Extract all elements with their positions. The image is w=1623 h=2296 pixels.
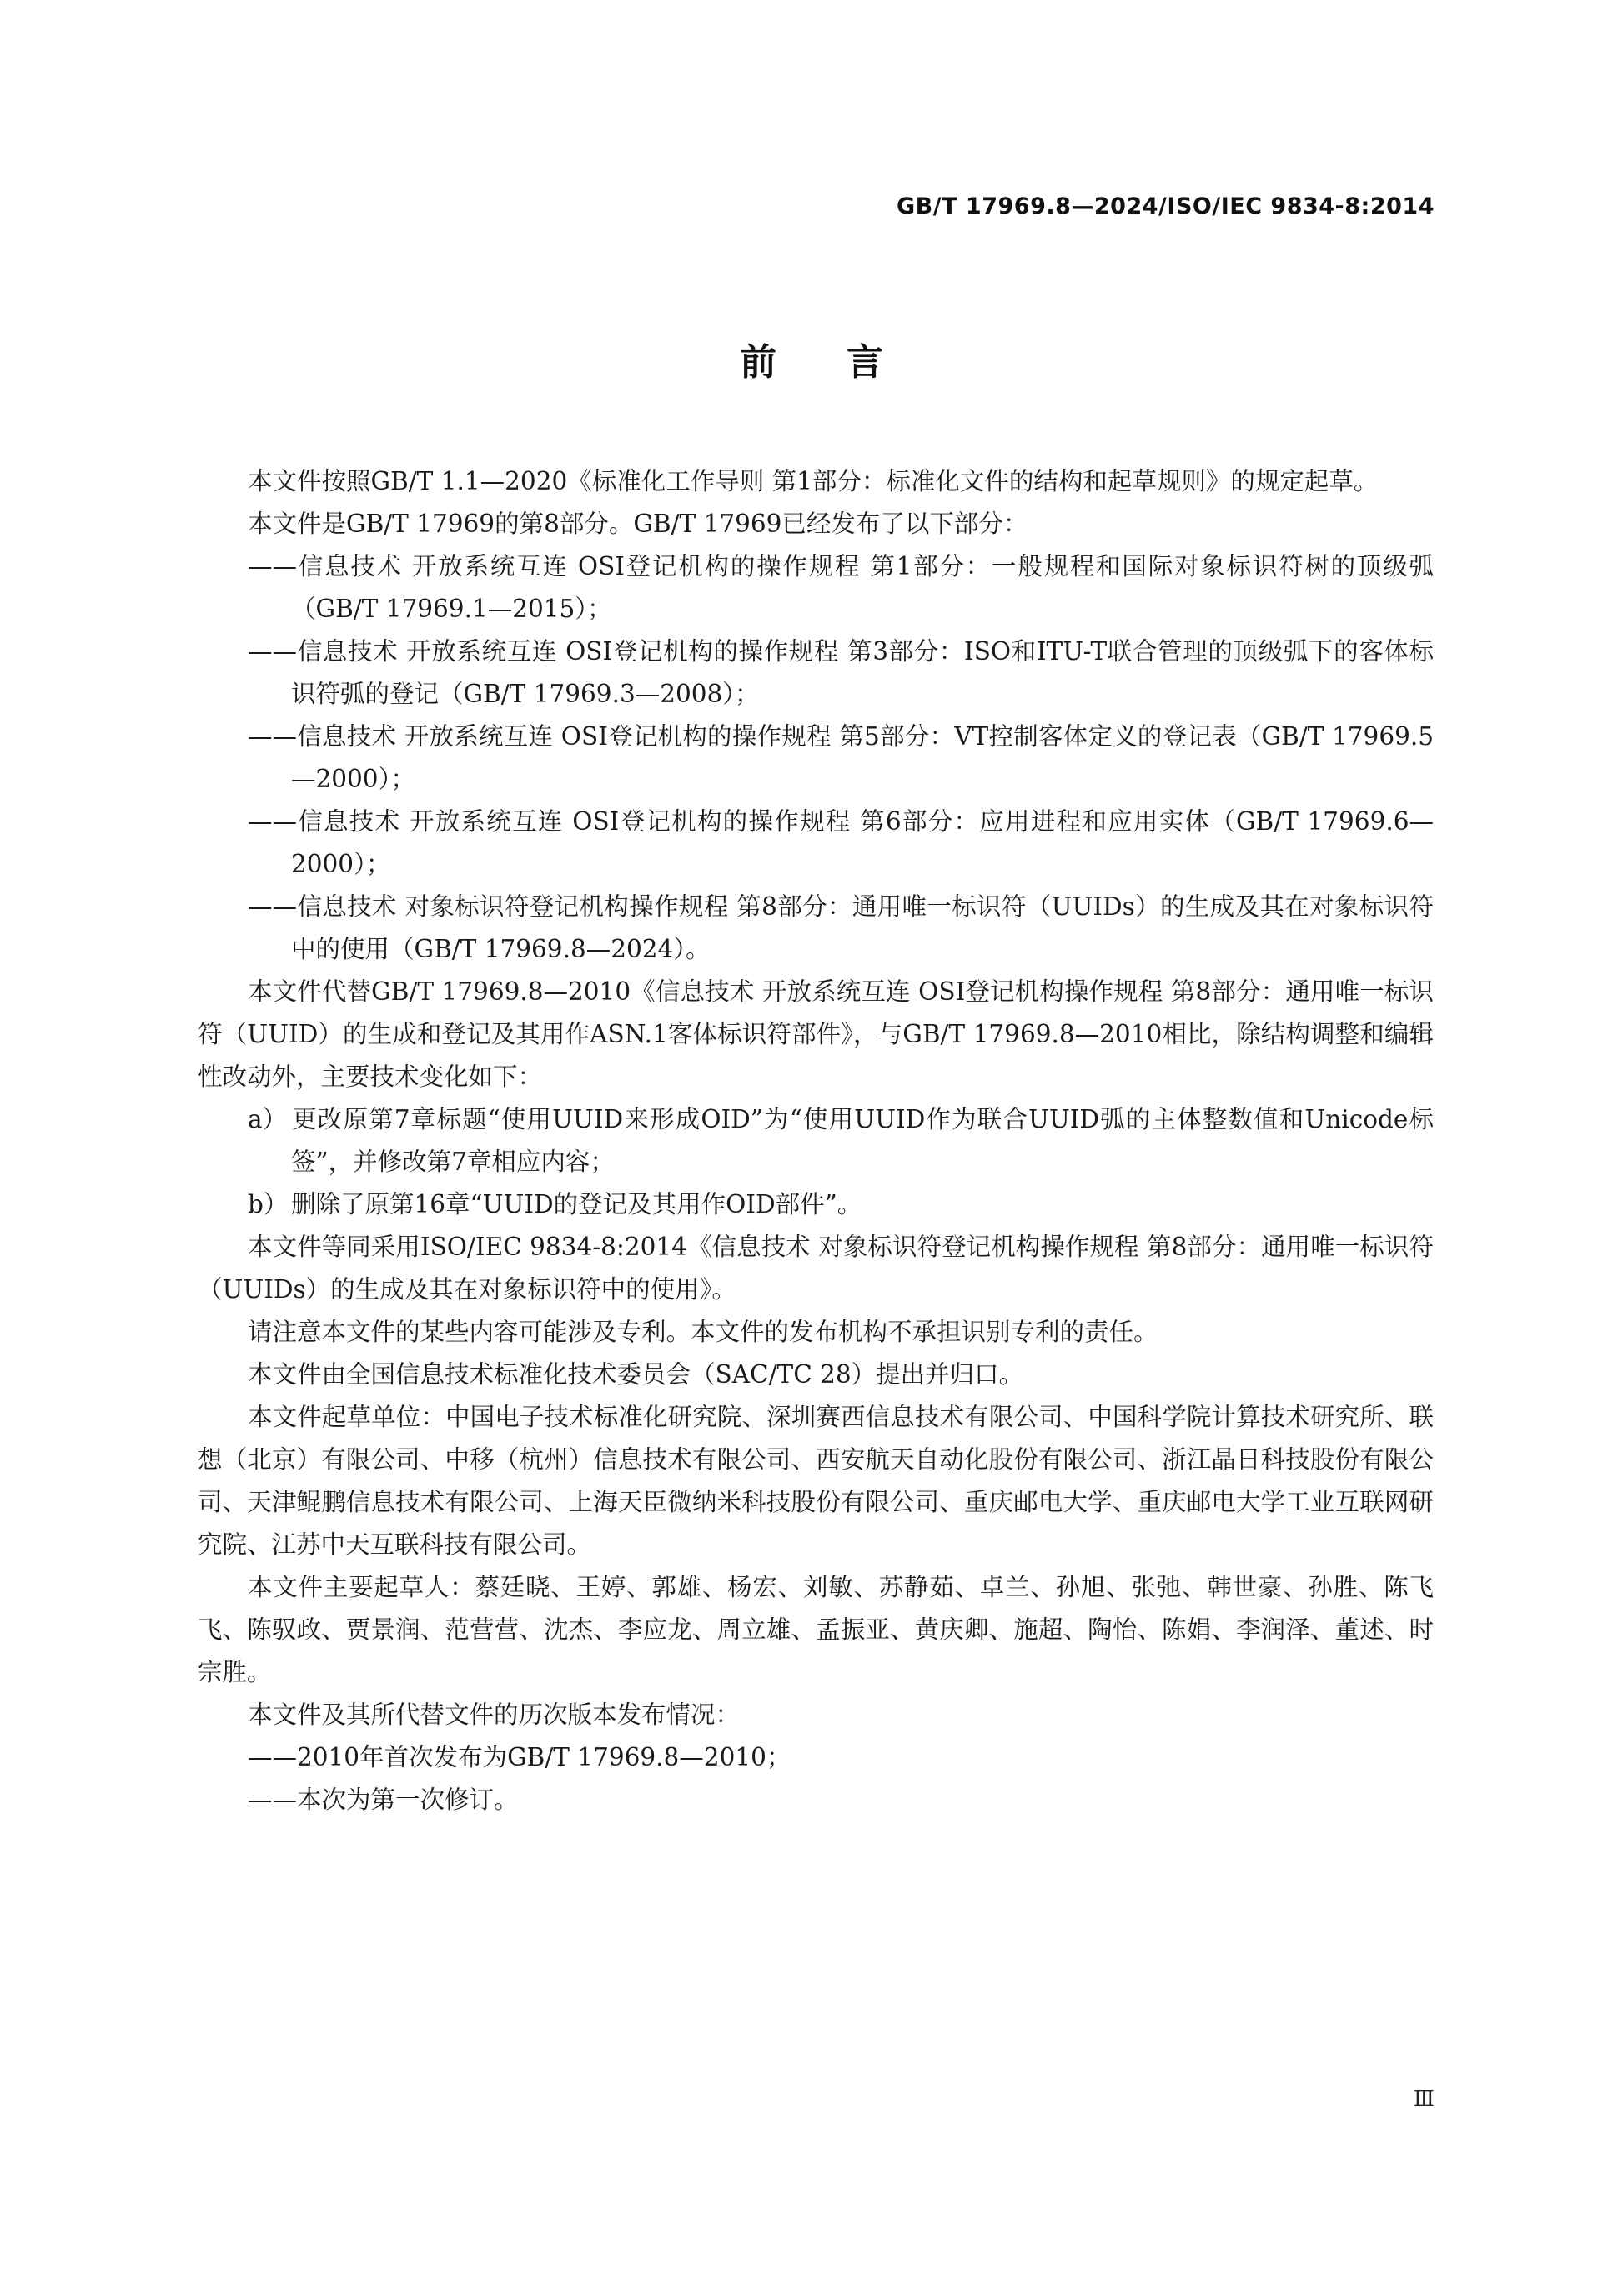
history-item: ——2010年首次发布为GB/T 17969.8—2010；: [248, 1743, 791, 1771]
history-intro: 本文件及其所代替文件的历次版本发布情况：: [248, 1701, 741, 1729]
change-item: [198, 1183, 1434, 1226]
history-item: ——本次为第一次修订。: [248, 1786, 519, 1814]
change-marker: b）: [248, 1190, 289, 1218]
change-text: 删除了原第16章“UUID的登记及其用作OID部件”。: [291, 1190, 862, 1218]
adoption-paragraph: 本文件等同采用ISO/IEC 9834-8:2014《信息技术 对象标识符登记机构操作规程 第8部分：通用唯一标识符（UUIDs）的生成及其在对象标识符中的使用》。: [198, 1233, 1434, 1304]
proposer-paragraph: 本文件由全国信息技术标准化技术委员会（SAC/TC 28）提出并归口。: [248, 1360, 1024, 1389]
replacement-paragraph: 本文件代替GB/T 17969.8—2010《信息技术 开放系统互连 OSI登记机构操作规程 第8部分：通用唯一标识符（UUID）的生成和登记及其用作ASN.1客体标识符部件》，与GB/T 17969.8—2010相比，除结构调整和编辑性改动外，主要技术变化如下：: [198, 977, 1434, 1091]
page-number: Ⅲ: [1413, 2087, 1435, 2112]
change-item: [198, 1098, 1434, 1183]
patent-notice: 请注意本文件的某些内容可能涉及专利。本文件的发布机构不承担识别专利的责任。: [248, 1318, 1158, 1346]
document-body: [198, 460, 1434, 1821]
page-title: 前言: [740, 341, 953, 384]
change-text: 更改原第7章标题“使用UUID来形成OID”为“使用UUID作为联合UUID弧的主体整数值和Unicode标签”，并修改第7章相应内容；: [291, 1105, 1434, 1176]
standard-number-header: GB/T 17969.8—2024/ISO/IEC 9834-8:2014: [897, 193, 1435, 219]
list-item: ——信息技术 开放系统互连 OSI登记机构的操作规程 第6部分：应用进程和应用实体（GB/T 17969.6—2000）；: [248, 807, 1434, 878]
drafting-units-paragraph: 本文件起草单位：中国电子技术标准化研究院、深圳赛西信息技术有限公司、中国科学院计算技术研究所、联想（北京）有限公司、中移（杭州）信息技术有限公司、西安航天自动化股份有限公司、浙江晶日科技股份有限公司、天津鲲鹏信息技术有限公司、上海天臣微纳米科技股份有限公司、重庆邮电大学、重庆邮电大学工业互联网研究院、江苏中天互联科技有限公司。: [198, 1403, 1434, 1559]
change-marker: a）: [248, 1105, 288, 1133]
list-item: ——信息技术 开放系统互连 OSI登记机构的操作规程 第5部分：VT控制客体定义的登记表（GB/T 17969.5—2000）；: [248, 722, 1434, 793]
list-item: ——信息技术 开放系统互连 OSI登记机构的操作规程 第3部分：ISO和ITU-T联合管理的顶级弧下的客体标识符弧的登记（GB/T 17969.3—2008）；: [248, 637, 1434, 708]
drafters-paragraph: 本文件主要起草人：蔡廷晓、王婷、郭雄、杨宏、刘敏、苏静茹、卓兰、孙旭、张弛、韩世豪、孙胜、陈飞飞、陈驭政、贾景润、范营营、沈杰、李应龙、周立雄、孟振亚、黄庆卿、施超、陶怡、陈娟、李润泽、董述、时宗胜。: [198, 1573, 1434, 1686]
series-parts-intro: 本文件是GB/T 17969的第8部分。GB/T 17969已经发布了以下部分：: [248, 510, 1028, 538]
drafting-rules-paragraph: 本文件按照GB/T 1.1—2020《标准化工作导则 第1部分：标准化文件的结构和起草规则》的规定起草。: [248, 467, 1379, 495]
list-item: ——信息技术 开放系统互连 OSI登记机构的操作规程 第1部分：一般规程和国际对象标识符树的顶级弧（GB/T 17969.1—2015）；: [248, 552, 1434, 623]
list-item: ——信息技术 对象标识符登记机构操作规程 第8部分：通用唯一标识符（UUIDs）的生成及其在对象标识符中的使用（GB/T 17969.8—2024）。: [248, 892, 1434, 963]
